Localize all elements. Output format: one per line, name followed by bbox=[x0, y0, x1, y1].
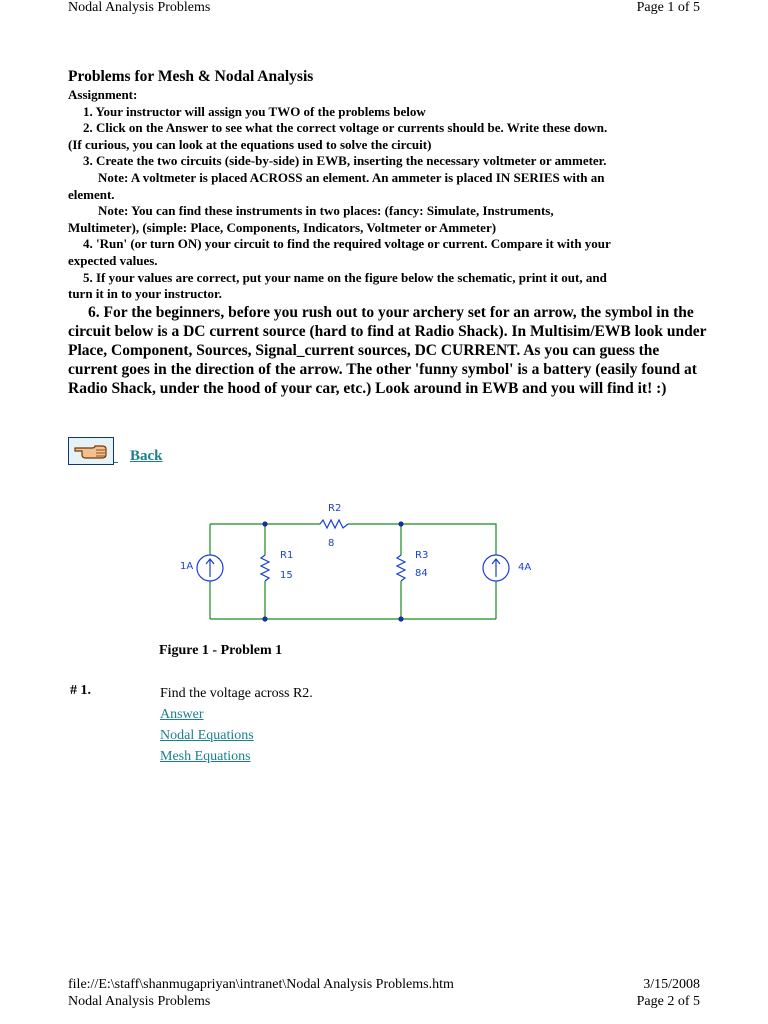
source-left-label: 1A bbox=[180, 561, 194, 572]
step-2: 2. Click on the Answer to see what the correct voltage or currents should be. Write these down. bbox=[83, 120, 608, 136]
step-5: 5. If your values are correct, put your name on the figure below the schematic, print it out, and bbox=[83, 269, 607, 285]
note-voltmeter: Note: A voltmeter is placed ACROSS an element. An ammeter is placed IN SERIES with an bbox=[98, 169, 605, 185]
page-header bbox=[68, 0, 700, 18]
circuit-wires bbox=[210, 524, 496, 619]
step-5-continued: turn it in to your instructor. bbox=[68, 286, 222, 302]
figure-caption: Figure 1 - Problem 1 bbox=[159, 643, 283, 658]
r3-name: R3 bbox=[415, 550, 429, 561]
footer-next-page: Page 2 of 5 bbox=[636, 994, 700, 1009]
note-instruments: Note: You can find these instruments in two places: (fancy: Simulate, Instruments, bbox=[98, 203, 554, 219]
resistor-r3 bbox=[397, 555, 405, 581]
source-right-label: 4A bbox=[518, 562, 532, 573]
r1-name: R1 bbox=[280, 550, 294, 561]
footer-date: 3/15/2008 bbox=[643, 977, 700, 992]
header-page-number: Page 1 of 5 bbox=[636, 0, 700, 15]
junction-node bbox=[262, 616, 267, 621]
header-title: Nodal Analysis Problems bbox=[68, 0, 211, 15]
junction-node bbox=[398, 616, 403, 621]
page-title: Problems for Mesh & Nodal Analysis bbox=[68, 68, 314, 85]
link-underline bbox=[114, 462, 118, 463]
back-link[interactable]: Back bbox=[130, 448, 163, 464]
assignment-block bbox=[68, 87, 708, 303]
footer-line-1 bbox=[68, 977, 700, 993]
step-2-continued: (If curious, you can look at the equations used to solve the circuit) bbox=[68, 136, 432, 152]
step-4: 4. 'Run' (or turn ON) your circuit to find the required voltage or current. Compare it with your bbox=[83, 236, 611, 252]
assignment-label: Assignment: bbox=[68, 87, 138, 102]
resistor-r2 bbox=[320, 520, 348, 528]
answer-link[interactable]: Answer bbox=[160, 707, 204, 722]
problem-body bbox=[160, 683, 313, 767]
pointing-hand-icon[interactable] bbox=[68, 437, 114, 465]
step-4-continued: expected values. bbox=[68, 252, 158, 268]
r3-value: 84 bbox=[415, 568, 428, 579]
back-link-row[interactable] bbox=[68, 437, 163, 465]
circuit-components bbox=[197, 520, 509, 622]
junction-node bbox=[398, 521, 403, 526]
note-voltmeter-continued: element. bbox=[68, 186, 115, 202]
note-instruments-continued: Multimeter), (simple: Place, Components, Indicators, Voltmeter or Ammeter) bbox=[68, 219, 497, 235]
r2-value: 8 bbox=[328, 538, 335, 549]
r2-name: R2 bbox=[328, 503, 342, 514]
main-content bbox=[68, 67, 708, 398]
nodal-equations-link[interactable]: Nodal Equations bbox=[160, 728, 254, 743]
mesh-equations-link[interactable]: Mesh Equations bbox=[160, 749, 251, 764]
junction-node bbox=[262, 521, 267, 526]
footer-next-title: Nodal Analysis Problems bbox=[68, 994, 211, 1009]
problem-text: Find the voltage across R2. bbox=[160, 686, 313, 701]
beginners-note: 6. For the beginners, before you rush out to your archery set for an arrow, the symbol in the circuit below is a DC current source (hard to find at Radio Shack). In Multisim/EWB look under Place, Component, Sources, Signal_current sources, DC CURRENT. As you can guess the current goes in the direction of the arrow. The other 'funny symbol' is a battery (easily found at Radio Shack, under the hood of your car, etc.) Look around in EWB and you will find it! :) bbox=[68, 303, 707, 397]
footer-path: file://E:\staff\shanmugapriyan\intranet\Nodal Analysis Problems.htm bbox=[68, 977, 454, 992]
r1-value: 15 bbox=[280, 570, 293, 581]
step-1: 1. Your instructor will assign you TWO of the problems below bbox=[83, 103, 426, 119]
footer-line-2 bbox=[68, 994, 700, 1010]
problem-number: # 1. bbox=[70, 683, 91, 698]
circuit-diagram bbox=[170, 500, 550, 628]
resistor-r1 bbox=[261, 555, 269, 581]
step-3: 3. Create the two circuits (side-by-side) in EWB, inserting the necessary voltmeter or ammeter. bbox=[83, 153, 607, 169]
